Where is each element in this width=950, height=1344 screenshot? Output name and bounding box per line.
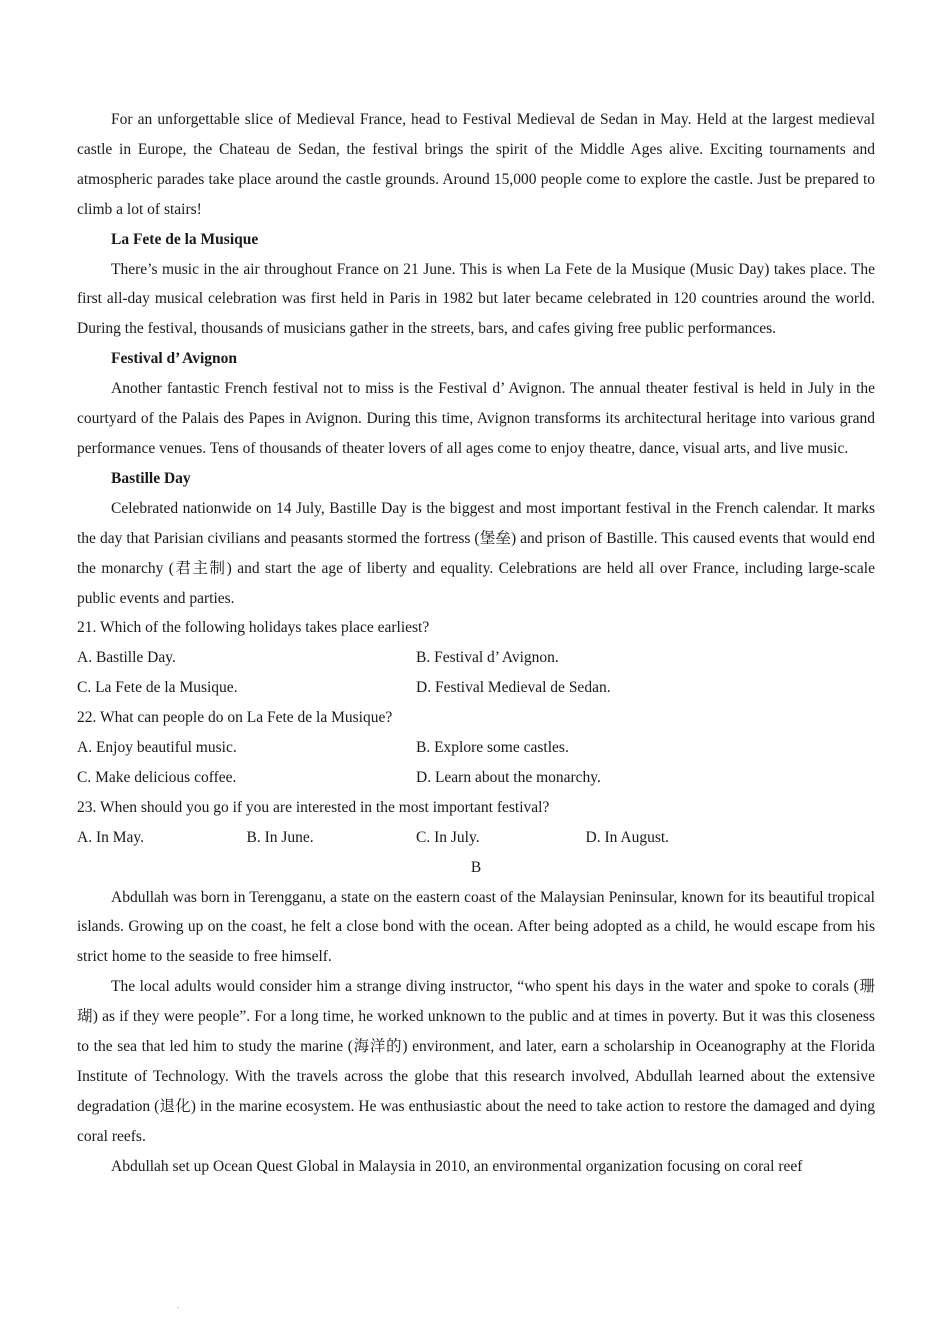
section-heading-avignon: Festival d’ Avignon — [111, 350, 238, 368]
passage-b-letter: B — [470, 858, 482, 876]
question-22-option-d: D. Learn about the monarchy. — [416, 768, 601, 786]
question-21-option-d: D. Festival Medieval de Sedan. — [416, 679, 611, 697]
section-heading-music: La Fete de la Musique — [111, 230, 259, 248]
passage-b-paragraph-1: Abdullah was born in Terengganu, a state on the eastern coast of the Malaysian Peninsular, known for its beautiful tropical islands. Growing up on the coast, he felt a close bond with the ocean. After being adopted as a child, he would escape from his strict home to the seaside to free himself. — [77, 888, 875, 966]
question-21-options — [77, 643, 875, 703]
passage-b-paragraph-2: The local adults would consider him a strange diving instructor, “who spent his days in the water and spoke to corals (珊瑚) as if they were people”. For a long time, he worked unknown to the public and at times in poverty. But it was this closeness to the sea that led him to study the marine (海洋的) environment, and later, earn a scholarship in Oceanography at the Florida Institute of Technology. With the travels across the globe that this research involved, Abdullah learned about the extensive degradation (退化) in the marine ecosystem. He was enthusiastic about the need to take action to restore the damaged and dying coral reefs. — [77, 978, 875, 1145]
question-23: 23. When should you go if you are interested in the most important festival? — [77, 798, 550, 816]
question-22: 22. What can people do on La Fete de la Musique? — [77, 709, 393, 727]
section-body-bastille: Celebrated nationwide on 14 July, Bastille Day is the biggest and most important festival in the French calendar. It marks the day that Parisian civilians and peasants stormed the fortress (堡垒) and prison of Bastille. This caused events that would end the monarchy (君主制) and start the age of liberty and equality. Celebrations are held all over France, including large-scale public events and parties. — [77, 499, 875, 607]
question-21-option-c: C. La Fete de la Musique. — [77, 679, 238, 697]
footer-mark: . — [177, 1300, 180, 1310]
document-page — [77, 105, 875, 1182]
section-heading-bastille: Bastille Day — [111, 469, 191, 487]
question-21-option-a: A. Bastille Day. — [77, 649, 176, 667]
question-23-option-d: D. In August. — [585, 828, 670, 846]
question-23-options — [77, 823, 875, 853]
question-23-option-b: B. In June. — [246, 828, 314, 846]
question-22-option-b: B. Explore some castles. — [416, 739, 569, 757]
question-22-option-c: C. Make delicious coffee. — [77, 768, 237, 786]
question-22-option-a: A. Enjoy beautiful music. — [77, 739, 237, 757]
question-23-option-a: A. In May. — [77, 828, 145, 846]
passage-b-paragraph-3: Abdullah set up Ocean Quest Global in Malaysia in 2010, an environmental organization focusing on coral reef — [111, 1157, 803, 1175]
section-body-music: There’s music in the air throughout France on 21 June. This is when La Fete de la Musique (Music Day) takes place. The first all-day musical celebration was first held in Paris in 1982 but later became celebrated in 120 countries around the world. During the festival, thousands of musicians gather in the streets, bars, and cafes giving free public performances. — [77, 260, 875, 338]
question-22-options — [77, 733, 875, 793]
question-21-option-b: B. Festival d’ Avignon. — [416, 649, 559, 667]
section-body-avignon: Another fantastic French festival not to miss is the Festival d’ Avignon. The annual theater festival is held in July in the courtyard of the Palais des Papes in Avignon. During this time, Avignon transforms its architectural heritage into various grand performance venues. Tens of thousands of theater lovers of all ages come to enjoy theatre, dance, visual arts, and live music. — [77, 380, 875, 457]
question-21: 21. Which of the following holidays takes place earliest? — [77, 619, 430, 637]
intro-paragraph: For an unforgettable slice of Medieval France, head to Festival Medieval de Sedan in May. Held at the largest medieval castle in Europe, the Chateau de Sedan, the festival brings the spirit of the Middle Ages alive. Exciting tournaments and atmospheric parades take place around the castle grounds. Around 15,000 people come to explore the castle. Just be prepared to climb a lot of stairs! — [77, 111, 875, 218]
question-23-option-c: C. In July. — [416, 828, 480, 846]
